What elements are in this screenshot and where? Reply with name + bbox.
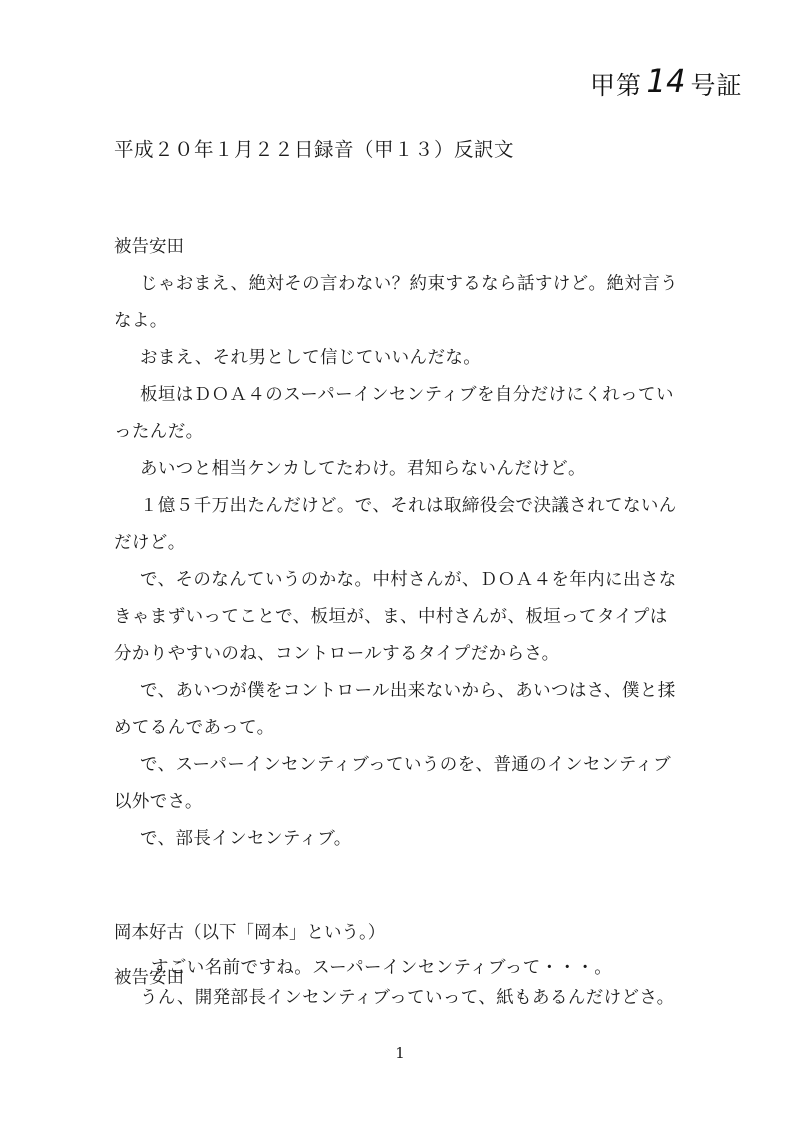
paragraph-line: １億５千万出たんだけど。で、それは取締役会で決議されてないん bbox=[140, 496, 677, 516]
paragraph-line: うん、開発部長インセンティブっていって、紙もあるんだけどさ。 bbox=[140, 988, 675, 1008]
paragraph bbox=[114, 673, 714, 747]
paragraph bbox=[114, 340, 714, 377]
paragraph-line: だけど。 bbox=[114, 533, 186, 553]
paragraph-line: 以外でさ。 bbox=[114, 792, 203, 812]
paragraph-line: で、あいつが僕をコントロール出来ないから、あいつはさ、僕と揉 bbox=[140, 681, 676, 701]
paragraph-line: めてるんであって。 bbox=[114, 718, 275, 738]
paragraph-line: で、スーパーインセンティブっていうのを、普通のインセンティブ bbox=[140, 755, 672, 775]
paragraph-line: おまえ、それ男として信じていいんだな。 bbox=[140, 348, 482, 368]
paragraph bbox=[114, 451, 714, 488]
page-number: 1 bbox=[395, 1044, 405, 1062]
exhibit-prefix: 甲第 bbox=[590, 71, 643, 100]
speaker-label: 被告安田 bbox=[114, 237, 184, 257]
exhibit-suffix: 号証 bbox=[690, 71, 743, 100]
exhibit-number: 14 bbox=[646, 62, 687, 100]
paragraph-line: 分かりやすいのね、コントロールするタイプだからさ。 bbox=[114, 644, 560, 664]
paragraph bbox=[114, 562, 714, 673]
speaker-label: 岡本好古（以下「岡本」という。） bbox=[114, 923, 386, 943]
paragraph-line: あいつと相当ケンカしてたわけ。君知らないんだけど。 bbox=[140, 459, 586, 479]
paragraph-line: ったんだ。 bbox=[114, 422, 204, 442]
document-title: 平成２０年１月２２日録音（甲１３）反訳文 bbox=[114, 138, 515, 161]
paragraph bbox=[114, 821, 714, 858]
exhibit-stamp bbox=[590, 64, 743, 102]
paragraph-line: で、部長インセンティブ。 bbox=[140, 829, 352, 849]
paragraph-line: 板垣はＤＯＡ４のスーパーインセンティブを自分だけにくれってい bbox=[140, 385, 674, 405]
paragraph-line: なよ。 bbox=[114, 311, 168, 331]
paragraph-line: で、そのなんていうのかな。中村さんが、ＤＯＡ４を年内に出さな bbox=[140, 570, 677, 590]
paragraph-line: すごい名前ですね。スーパーインセンティブって・・・。 bbox=[151, 958, 613, 978]
paragraph bbox=[114, 266, 714, 340]
paragraph bbox=[114, 980, 714, 1017]
paragraph bbox=[114, 377, 714, 451]
paragraph bbox=[114, 747, 714, 821]
paragraph bbox=[114, 488, 714, 562]
paragraph-line: じゃおまえ、絶対その言わない？約束するなら話すけど。絶対言う bbox=[140, 274, 679, 294]
paragraph-line: きゃまずいってことで、板垣が、ま、中村さんが、板垣ってタイプは bbox=[114, 607, 668, 627]
speaker-label: 被告安田 bbox=[114, 968, 184, 988]
